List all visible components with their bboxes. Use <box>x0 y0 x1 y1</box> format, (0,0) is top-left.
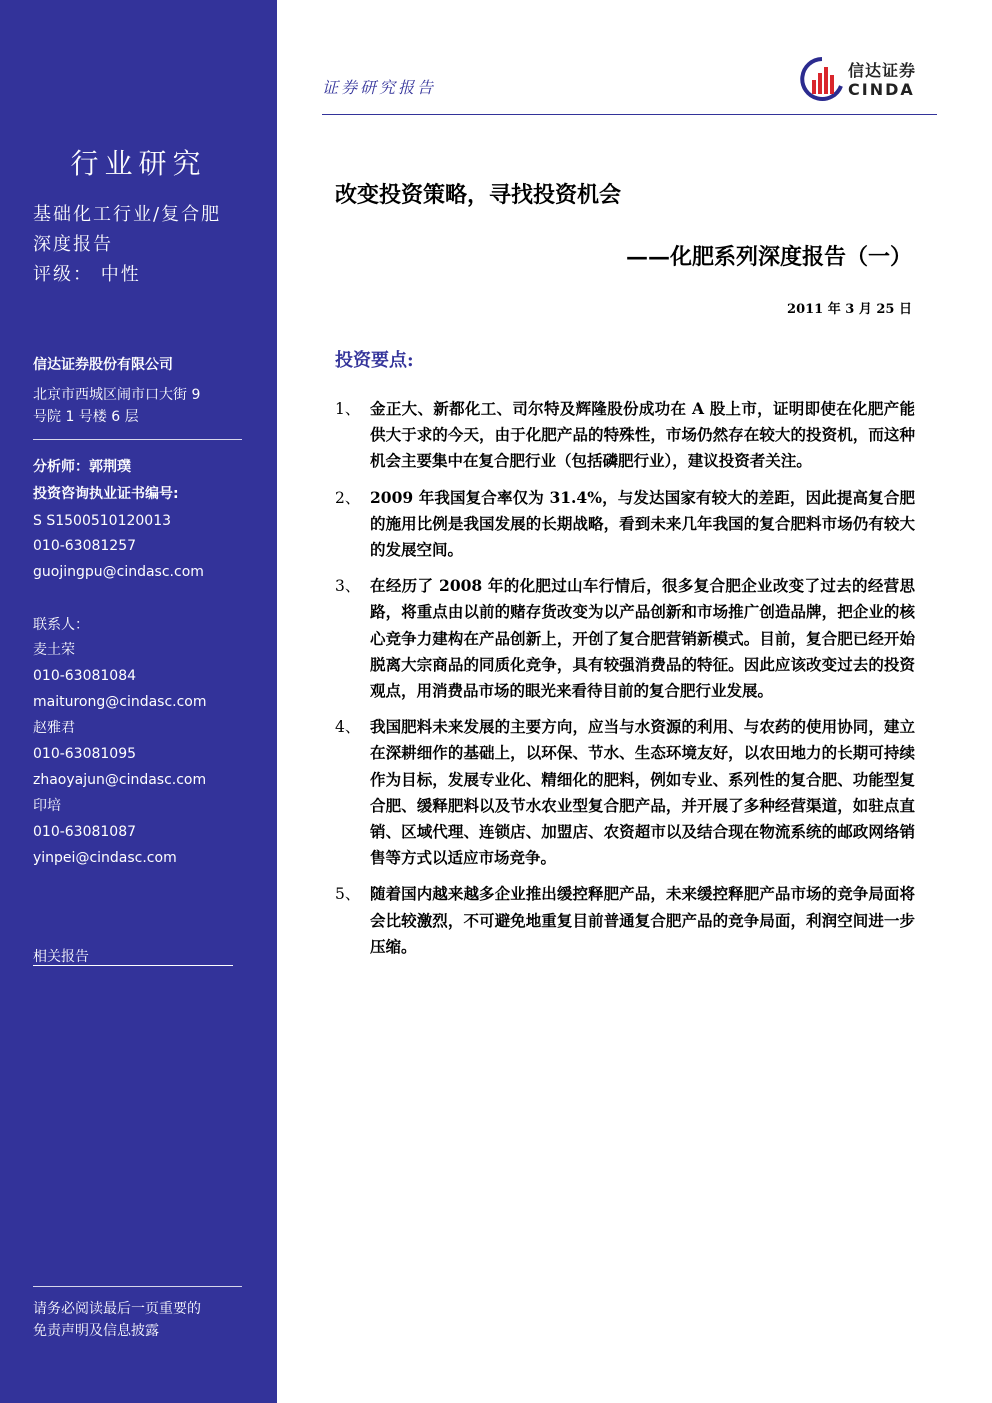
cinda-logo-icon <box>800 56 844 102</box>
contact-name: 赵雅君 <box>33 720 75 736</box>
investment-point <box>335 485 915 564</box>
report-type-title: 行业研究 <box>70 147 207 180</box>
cert-number: S S1500510120013 <box>33 513 172 529</box>
header-rule <box>322 114 937 115</box>
industry-category: 基础化工行业/复合肥 <box>33 204 222 225</box>
contact-email[interactable]: yinpei@cindasc.com <box>33 850 177 866</box>
company-address-line1: 北京市西城区闹市口大街 9 <box>33 387 201 403</box>
investment-point <box>335 714 915 871</box>
point-text: 随着国内越来越多企业推出缓控释肥产品，未来缓控释肥产品市场的竞争局面将会比较激烈，不可避免地重复目前普通复合肥产品的竞争局面，利润空间进一步压缩。 <box>370 884 915 956</box>
disclaimer-line1: 请务必阅读最后一页重要的 <box>33 1301 201 1317</box>
point-number: 1、 <box>335 400 361 418</box>
analyst-email[interactable]: guojingpu@cindasc.com <box>33 564 204 580</box>
investment-points-heading: 投资要点: <box>335 350 414 371</box>
analyst-name: 分析师：郭荆璞 <box>33 459 131 475</box>
company-name: 信达证券股份有限公司 <box>33 357 173 373</box>
point-number: 5、 <box>335 885 361 904</box>
contacts-label: 联系人： <box>33 617 89 633</box>
disclaimer-line2: 免责声明及信息披露 <box>33 1323 159 1339</box>
rating: 评级： 中性 <box>33 264 141 285</box>
sidebar <box>0 0 277 1403</box>
company-logo <box>800 56 940 104</box>
point-number: 2、 <box>335 488 361 507</box>
report-title: 改变投资策略，寻找投资机会 <box>335 182 622 208</box>
report-date: 2011 年 3 月 25 日 <box>787 302 912 317</box>
contact-email[interactable]: zhaoyajun@cindasc.com <box>33 772 207 788</box>
point-number: 3、 <box>335 577 361 596</box>
point-text: 我国肥料未来发展的主要方向，应当与水资源的利用、与农药的使用协同，建立在深耕细作的基础上，以环保、节水、生态环境友好，以农田地力的长期可持续作为目标，发展专业化、精细化的肥料，例如专业、系列性的复合肥、功能型复合肥、缓释肥料以及节水农业型复合肥产品，并开展了多种经营渠道，如驻点直销、区域代理、连锁店、加盟店、农资超市以及结合现在物流系统的邮政网络销售等方式以适应市场竞争。 <box>370 717 915 868</box>
contact-phone: 010-63081095 <box>33 746 137 762</box>
point-number: 4、 <box>335 718 361 737</box>
sidebar-divider <box>33 1286 242 1287</box>
analyst-phone: 010-63081257 <box>33 538 137 554</box>
point-text: 在经历了 2008 年的化肥过山车行情后，很多复合肥企业改变了过去的经营思路，将重点由以前的赌存货改变为以产品创新和市场推广创造品牌，把企业的核心竞争力建构在产品创新上，开创了复合肥营销新模式。目前，复合肥已经开始脱离大宗商品的同质化竞争，具有较强消费品的特征。因此应该改变过去的投资观点，用消费品市场的眼光来看待目前的复合肥行业发展。 <box>370 576 915 701</box>
investment-point <box>335 573 915 704</box>
investment-point <box>335 396 915 475</box>
cert-label: 投资咨询执业证书编号: <box>33 486 179 502</box>
header-label: 证券研究报告 <box>322 78 437 97</box>
contact-phone: 010-63081087 <box>33 824 137 840</box>
investment-point <box>335 881 915 960</box>
report-kind: 深度报告 <box>33 234 113 255</box>
company-address-line2: 号院 1 号楼 6 层 <box>33 409 139 425</box>
logo-text-chinese: 信达证券 <box>848 61 917 80</box>
sidebar-divider <box>33 439 242 440</box>
point-text: 金正大、新都化工、司尔特及辉隆股份成功在 A 股上市，证明即使在化肥产能供大于求的今天，由于化肥产品的特殊性，市场仍然存在较大的投资机，而这种机会主要集中在复合肥行业（包括磷肥行业），建议投资者关注。 <box>370 399 915 471</box>
point-text: 2009 年我国复合率仅为 31.4%，与发达国家有较大的差距，因此提高复合肥的施用比例是我国发展的长期战略，看到未来几年我国的复合肥料市场仍有较大的发展空间。 <box>370 487 915 560</box>
report-subtitle: ——化肥系列深度报告（一） <box>625 244 912 270</box>
contact-name: 麦土荣 <box>33 642 75 658</box>
related-reports-label: 相关报告 <box>33 949 89 965</box>
logo-text-english: CINDA <box>848 80 915 99</box>
related-reports-underline <box>33 965 233 966</box>
contact-name: 印培 <box>33 798 61 814</box>
contact-email[interactable]: maiturong@cindasc.com <box>33 694 207 710</box>
contact-phone: 010-63081084 <box>33 668 137 684</box>
investment-points-list <box>335 396 915 970</box>
